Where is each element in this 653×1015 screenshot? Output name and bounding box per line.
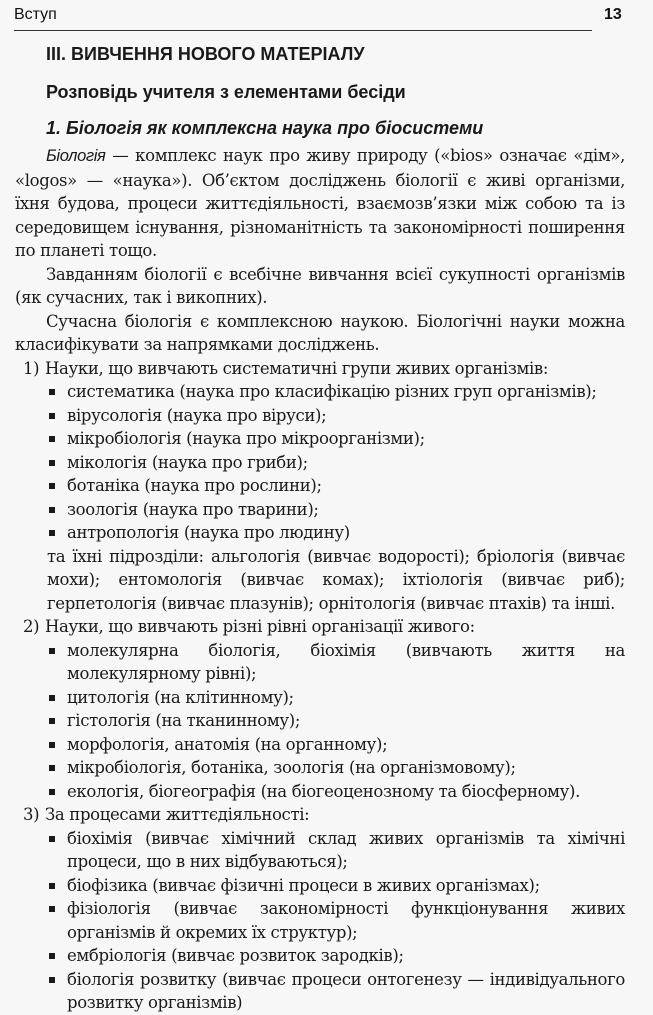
list-item: морфологія, анатомія (на органному); (67, 733, 625, 757)
list-item: біологія розвитку (вивчає процеси онтогенезу — індивідуального розвитку організмів) (67, 968, 625, 1015)
group-3-list (15, 827, 625, 1015)
list-item: біофізика (вивчає фізичні процеси в живих організмах); (67, 874, 625, 898)
group-3-title (15, 803, 625, 827)
page-content (15, 40, 625, 1015)
list-item: антропологія (наука про людину) (67, 521, 625, 545)
list-item: молекулярна біологія, біохімія (вивчають життя на молекулярному рівні); (67, 639, 625, 686)
list-item: екологія, біогеографія (на біогеоценозному та біосферному). (67, 780, 625, 804)
term-biology: Біологія (46, 147, 106, 165)
section-heading: ІІІ. ВИВЧЕННЯ НОВОГО МАТЕРІАЛУ (46, 44, 365, 64)
header-title: Вступ (14, 6, 57, 23)
list-item: фізіологія (вивчає закономірності функціонування живих організмів й окремих їх структур); (67, 897, 625, 944)
subsection-heading: Розповідь учителя з елементами бесіди (46, 82, 406, 102)
group-1-continuation: та їхні підрозділи: альгологія (вивчає водорості); бріологія (вивчає мохи); ентомологія (вивчає комах); іхтіологія (вивчає риб); герпетологія (вивчає плазунів); орнітологія (вивчає птахів) та інші. (47, 546, 625, 613)
paragraph-tasks: Завданням біології є всебічне вивчання всієї сукупності організмів (як сучасних, так і викопних). (15, 264, 625, 307)
group-2-title (15, 615, 625, 639)
list-item: мікробіологія (наука про мікроорганізми); (67, 427, 625, 451)
list-item: ембріологія (вивчає розвиток зародків); (67, 944, 625, 968)
list-item: ботаніка (наука про рослини); (67, 474, 625, 498)
page-number: 13 (604, 6, 622, 23)
running-header (14, 0, 592, 31)
group-2-list (15, 639, 625, 804)
group-title-text: Науки, що вивчають різні рівні організації живого: (45, 617, 475, 636)
group-number: 1) (23, 358, 40, 378)
list-item: мікробіологія, ботаніка, зоологія (на організмовому); (67, 756, 625, 780)
paragraph-classification: Сучасна біологія є комплексною наукою. Біологічні науки можна класифікувати за напрямками досліджень. (15, 311, 625, 354)
group-number: 3) (23, 805, 40, 824)
group-1-title (15, 357, 625, 381)
definition-text: — комплекс наук про живу природу («bios» означає «дім», «logos» — «наука»). Об’єктом досліджень біології є живі організми, їхня будова, процеси життєдіяльності, взаємозв’язки між собою та із середовищем існування, різноманітність та закономірності поширення по планеті тощо. (15, 146, 625, 260)
list-item: мікологія (наука про гриби); (67, 451, 625, 475)
list-item: систематика (наука про класифікацію різних груп організмів); (67, 380, 625, 404)
group-title-text: Науки, що вивчають систематичні групи живих організмів: (45, 358, 549, 378)
list-item: вірусологія (наука про віруси); (67, 404, 625, 428)
list-item: біохімія (вивчає хімічний склад живих організмів та хімічні процеси, що в них відбуваються); (67, 827, 625, 874)
list-item: зоологія (наука про тварини); (67, 498, 625, 522)
group-1-list (15, 380, 625, 545)
list-item: цитологія (на клітинному); (67, 686, 625, 710)
group-number: 2) (23, 617, 40, 636)
group-title-text: За процесами життєдіяльності: (45, 805, 310, 824)
list-item: гістологія (на тканинному); (67, 709, 625, 733)
paragraph-definition (15, 144, 625, 263)
topic-heading: 1. Біологія як комплексна наука про біосистеми (46, 118, 484, 138)
